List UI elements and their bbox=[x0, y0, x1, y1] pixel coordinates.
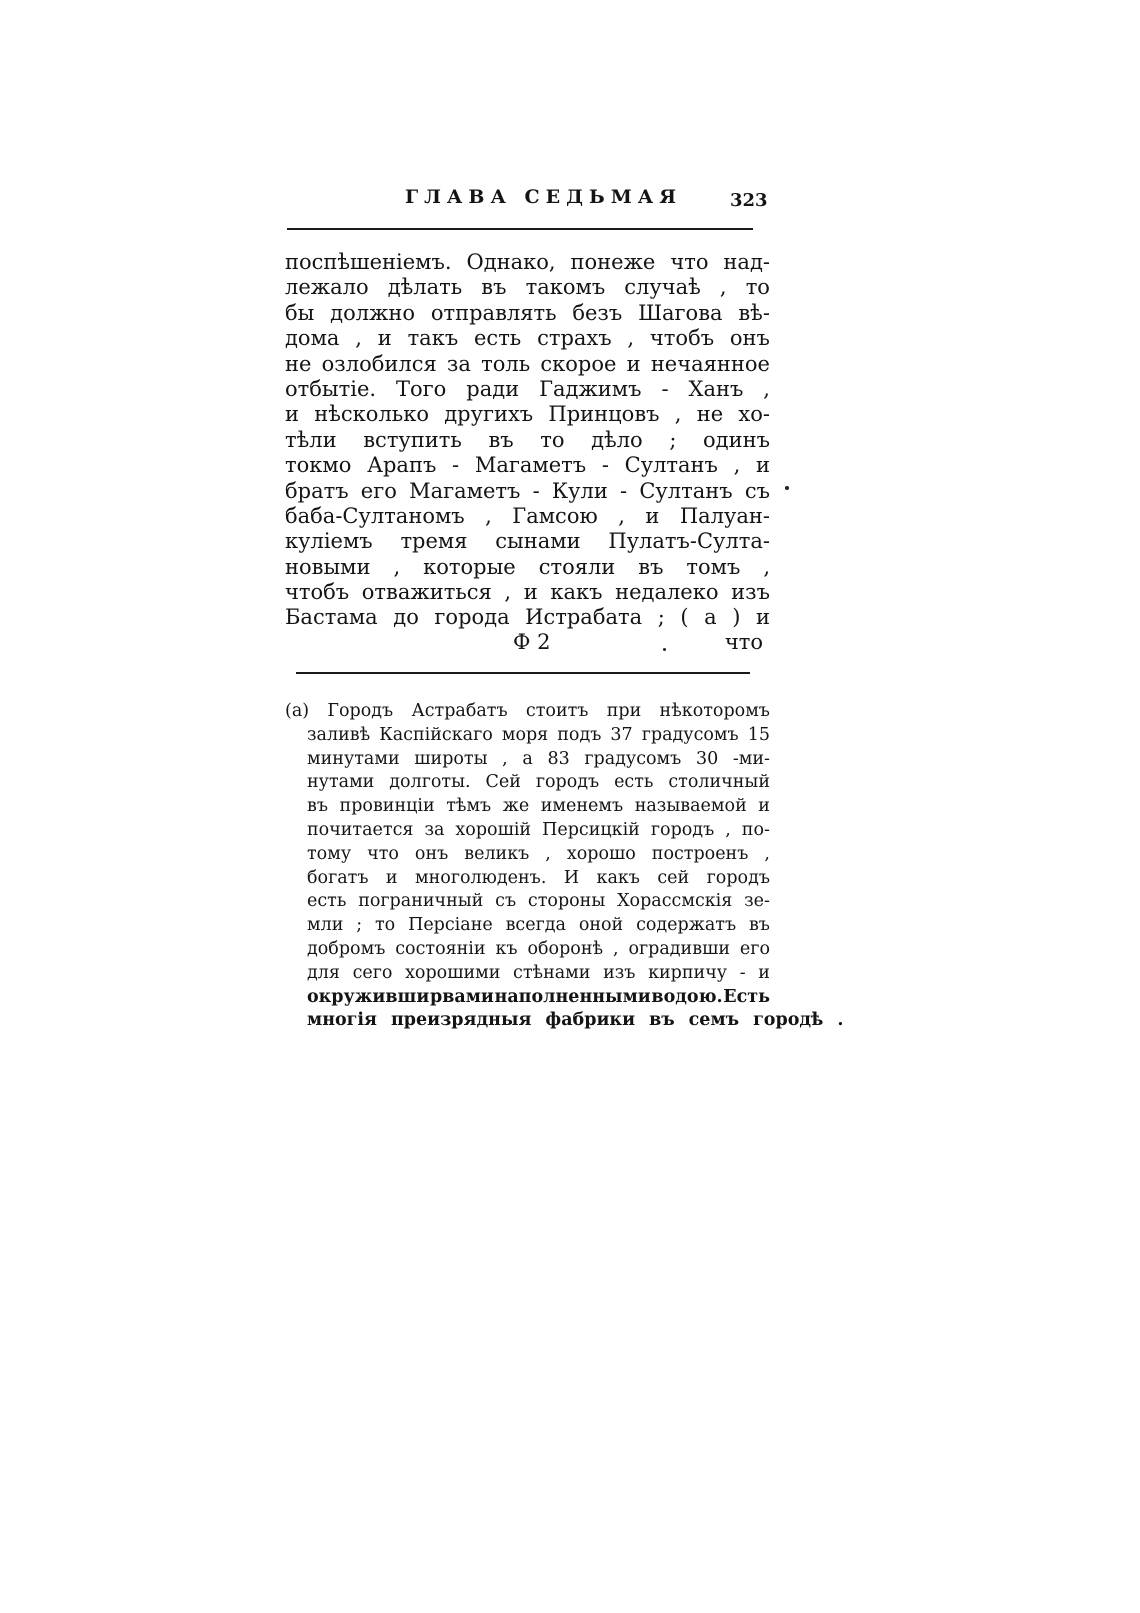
body-word: одинъ bbox=[703, 427, 770, 452]
body-word: безъ bbox=[572, 300, 623, 325]
footnote-word: зе- bbox=[744, 891, 770, 912]
body-word: новыми bbox=[285, 554, 371, 579]
footnote-word: Городъ bbox=[327, 701, 394, 721]
body-word: Магаметъ bbox=[474, 453, 587, 478]
footnote-line bbox=[285, 843, 770, 867]
footnote-word: оной bbox=[578, 915, 624, 936]
body-word: над- bbox=[723, 250, 770, 274]
body-word: случаѣ bbox=[624, 275, 701, 300]
footnote-word: за bbox=[424, 819, 445, 840]
main-text bbox=[285, 250, 770, 631]
body-word: ради bbox=[466, 376, 520, 401]
body-word: тѣли bbox=[285, 427, 337, 452]
body-line bbox=[285, 605, 770, 630]
body-line bbox=[285, 402, 770, 427]
body-word: отправлять bbox=[430, 300, 557, 325]
footnote-word: широты bbox=[414, 748, 488, 769]
footnote-word: же bbox=[502, 796, 530, 817]
footnote-word: почитается bbox=[307, 819, 414, 840]
footnote-line bbox=[285, 748, 770, 772]
body-word: , bbox=[733, 453, 741, 478]
footnote-word: городъ bbox=[650, 819, 715, 840]
footnote-word: , bbox=[764, 843, 770, 864]
body-word: такъ bbox=[407, 326, 459, 351]
body-word: въ bbox=[488, 427, 514, 452]
body-word: и bbox=[626, 351, 641, 376]
body-word: ( bbox=[680, 605, 689, 630]
body-word: Истрабата bbox=[525, 605, 643, 630]
footnote-word: И bbox=[563, 867, 580, 888]
footnote-word: стоитъ bbox=[525, 701, 589, 721]
footnote-word: Персіане bbox=[408, 915, 493, 936]
body-word: страхъ bbox=[537, 326, 612, 351]
footnote-word: нутами bbox=[307, 772, 375, 793]
footnote-word: добромъ bbox=[307, 938, 386, 959]
footnote-word: градусомъ bbox=[584, 748, 682, 769]
body-line bbox=[285, 529, 770, 554]
footnote-word: хорошо bbox=[566, 843, 636, 864]
footnote-word: и bbox=[758, 796, 770, 817]
footnote-line bbox=[285, 700, 770, 724]
footnote-word: богатъ bbox=[307, 867, 369, 888]
body-word: и bbox=[523, 580, 538, 605]
body-line bbox=[285, 580, 770, 605]
body-word: Султанъ bbox=[624, 453, 718, 478]
footnote-word: градусомъ bbox=[641, 724, 739, 745]
body-word: , bbox=[674, 402, 682, 427]
footnote-word: для bbox=[307, 962, 340, 983]
body-word: скорое bbox=[540, 351, 617, 376]
body-word: лежало bbox=[285, 275, 369, 300]
body-word: , bbox=[719, 275, 727, 300]
page-footer bbox=[285, 630, 770, 656]
body-word: а bbox=[704, 605, 717, 630]
footnote-word: преизрядныя bbox=[390, 1010, 532, 1031]
body-line bbox=[285, 377, 770, 402]
footnote-word: городъ bbox=[535, 772, 600, 793]
body-word: , bbox=[393, 554, 401, 579]
footnote-word: провинціи bbox=[339, 796, 435, 817]
footnote-word: тѣмъ bbox=[446, 796, 492, 817]
body-word: , bbox=[355, 326, 362, 351]
body-word: до bbox=[393, 605, 419, 630]
body-word: ; bbox=[657, 605, 665, 630]
body-word: Магаметъ bbox=[409, 478, 521, 503]
body-line bbox=[285, 453, 770, 478]
footnote-word: великъ bbox=[464, 843, 530, 864]
footnote-word: въ bbox=[307, 796, 328, 817]
body-word: которые bbox=[423, 554, 516, 579]
chapter-title: ГЛАВА СЕДЬМАЯ bbox=[405, 186, 682, 208]
body-word: вѣ- bbox=[738, 300, 770, 325]
body-word: и bbox=[755, 605, 770, 630]
body-word: - bbox=[661, 376, 669, 401]
body-word: Арапъ bbox=[367, 453, 437, 478]
footnote-word: а bbox=[522, 748, 533, 769]
body-line bbox=[285, 479, 770, 504]
body-word: съ bbox=[744, 478, 770, 503]
footnote-rule bbox=[296, 672, 750, 674]
body-word: Принцовъ bbox=[548, 402, 660, 427]
footnote-word: ; bbox=[356, 915, 363, 936]
footnote-word: водою. bbox=[651, 986, 723, 1007]
footnote-word: . bbox=[837, 1010, 844, 1031]
footnote-word: то bbox=[375, 915, 396, 936]
body-word: , bbox=[763, 376, 770, 401]
footnote-line bbox=[285, 771, 770, 795]
footnote-word: Астрабатъ bbox=[411, 701, 508, 721]
footnote-line bbox=[285, 962, 770, 986]
footnote-word: есть bbox=[614, 772, 654, 793]
footnote-word: фабрики bbox=[545, 1010, 636, 1031]
footnote-word: къ bbox=[495, 938, 518, 959]
footnote-line bbox=[285, 914, 770, 938]
footnote-line bbox=[285, 724, 770, 748]
footnote-word: , bbox=[545, 843, 551, 864]
body-word: отбытіе. bbox=[285, 376, 377, 401]
body-word: нѣсколько bbox=[314, 402, 429, 427]
footnote-word: семъ bbox=[688, 1010, 740, 1031]
footnote-word: построенъ bbox=[651, 843, 749, 864]
body-word: нечаянное bbox=[650, 351, 770, 376]
body-word: Того bbox=[396, 376, 447, 401]
footnote-line bbox=[285, 1009, 844, 1033]
footnote-word: сей bbox=[657, 867, 690, 888]
footnote-word: оборонѣ bbox=[527, 938, 604, 959]
footnote-word: многія bbox=[307, 1010, 377, 1031]
footnote-word: (а) bbox=[285, 701, 310, 721]
body-word: въ bbox=[638, 554, 664, 579]
body-word: Гамсою bbox=[512, 503, 598, 528]
footnote-line bbox=[285, 986, 770, 1010]
footnote bbox=[285, 700, 844, 1033]
body-word: , bbox=[618, 503, 625, 528]
footnote-word: 37 bbox=[610, 724, 633, 745]
body-word: его bbox=[360, 478, 397, 503]
footnote-word: тому bbox=[307, 843, 352, 864]
footnote-line bbox=[285, 867, 770, 891]
body-word: онъ bbox=[729, 326, 770, 351]
body-word: Ханъ bbox=[688, 376, 744, 401]
body-word: за bbox=[446, 351, 471, 376]
body-word: , bbox=[504, 580, 512, 605]
body-word: другихъ bbox=[444, 402, 534, 427]
footnote-word: есть bbox=[307, 891, 347, 912]
body-word: дѣло bbox=[591, 427, 643, 452]
body-word: токмо bbox=[285, 453, 352, 478]
footnote-word: наполненными bbox=[494, 986, 651, 1007]
footnote-word: Есть bbox=[723, 986, 770, 1007]
body-word: - bbox=[452, 453, 460, 478]
footnote-word: подъ bbox=[557, 724, 602, 745]
body-word: хо- bbox=[738, 402, 770, 427]
body-word: куліемъ bbox=[285, 529, 373, 554]
body-word: Однако, bbox=[466, 250, 556, 274]
footnote-word: долготы. bbox=[389, 772, 471, 793]
footnote-word: Сей bbox=[485, 772, 521, 793]
body-word: - bbox=[601, 453, 609, 478]
body-word: и bbox=[377, 326, 392, 351]
footnote-word: , bbox=[502, 748, 508, 769]
body-word: Султанъ bbox=[639, 478, 733, 503]
body-word: ; bbox=[669, 427, 677, 452]
body-word: , bbox=[763, 554, 770, 579]
footnote-word: оградивши bbox=[628, 938, 731, 959]
body-word: бы bbox=[285, 300, 315, 325]
footnote-word: въ bbox=[649, 1010, 675, 1031]
body-word: и bbox=[645, 503, 660, 528]
footnote-word: многолюденъ. bbox=[415, 867, 547, 888]
body-word: братъ bbox=[285, 478, 349, 503]
body-word: изъ bbox=[731, 580, 770, 605]
footnote-word: моря bbox=[501, 724, 549, 745]
body-word: чтобъ bbox=[649, 326, 715, 351]
page-number: 323 bbox=[730, 190, 768, 211]
footnote-word: и bbox=[758, 962, 770, 983]
body-word: какъ bbox=[550, 580, 603, 605]
body-word: и bbox=[756, 453, 770, 478]
footnote-word: съ bbox=[495, 891, 517, 912]
footnote-word: сего bbox=[352, 962, 393, 983]
footnote-word: минутами bbox=[307, 748, 400, 769]
body-line bbox=[285, 275, 770, 300]
body-word: дома bbox=[285, 326, 340, 351]
body-word: стояли bbox=[538, 554, 616, 579]
body-word: что bbox=[670, 250, 709, 274]
body-word: отважиться bbox=[361, 580, 492, 605]
signature-mark: Ф 2 bbox=[513, 630, 551, 654]
body-word: то bbox=[745, 275, 770, 300]
body-word: не bbox=[285, 351, 312, 376]
footnote-word: нѣкоторомъ bbox=[659, 701, 770, 721]
footnote-word: его bbox=[739, 938, 770, 959]
body-word: не bbox=[696, 402, 724, 427]
footnote-word: что bbox=[367, 843, 399, 864]
body-word: Гаджимъ bbox=[539, 376, 642, 401]
body-line bbox=[285, 428, 770, 453]
body-line bbox=[285, 555, 770, 580]
footnote-word: городъ bbox=[706, 867, 770, 888]
footnote-word: 83 bbox=[547, 748, 570, 769]
footnote-word: 15 bbox=[747, 724, 770, 745]
body-word: , bbox=[485, 503, 492, 528]
footnote-word: по- bbox=[741, 819, 770, 840]
body-word: - bbox=[532, 478, 540, 503]
footnote-word: Хорассмскія bbox=[617, 891, 733, 912]
body-line bbox=[285, 352, 770, 377]
footnote-word: Каспійскаго bbox=[379, 724, 493, 745]
body-word: и bbox=[285, 402, 299, 427]
footnote-word: , bbox=[612, 938, 619, 959]
footnote-line bbox=[285, 938, 770, 962]
footnote-word: , bbox=[725, 819, 731, 840]
body-word: то bbox=[540, 427, 565, 452]
body-word: - bbox=[620, 478, 628, 503]
body-line bbox=[285, 301, 770, 326]
body-word: должно bbox=[330, 300, 416, 325]
footnote-line bbox=[285, 795, 770, 819]
footnote-word: Персицкій bbox=[542, 819, 640, 840]
footnote-word: всегда bbox=[505, 915, 566, 936]
body-word: вступить bbox=[363, 427, 462, 452]
catchword: что bbox=[724, 630, 763, 654]
body-line bbox=[285, 326, 770, 351]
footnote-word: изъ bbox=[603, 962, 636, 983]
header-rule bbox=[287, 228, 753, 230]
footnote-word: городѣ bbox=[753, 1010, 824, 1031]
footnote-word: рвами bbox=[429, 986, 494, 1007]
footnote-word: заливѣ bbox=[307, 724, 371, 745]
footnote-word: стороны bbox=[527, 891, 606, 912]
footnote-line bbox=[285, 890, 770, 914]
footnote-word: -ми- bbox=[732, 748, 770, 769]
body-word: Палуан- bbox=[679, 503, 770, 528]
body-word: тремя bbox=[400, 529, 468, 554]
footnote-word: хорошій bbox=[455, 819, 532, 840]
body-word: дѣлать bbox=[387, 275, 463, 300]
footnote-word: столичный bbox=[668, 772, 770, 793]
ink-speck bbox=[785, 486, 789, 490]
body-word: , bbox=[627, 326, 635, 351]
footnote-word: при bbox=[606, 701, 642, 721]
footnote-word: - bbox=[739, 962, 746, 983]
footnote-word: состояніи bbox=[395, 938, 486, 959]
body-word: поспѣшеніемъ. bbox=[285, 250, 452, 274]
body-word: толь bbox=[481, 351, 531, 376]
footnote-word: окруживши bbox=[307, 986, 430, 1007]
body-line bbox=[285, 250, 770, 275]
footnote-word: 30 bbox=[695, 748, 719, 769]
footnote-word: онъ bbox=[414, 843, 449, 864]
footnote-word: мли bbox=[307, 915, 344, 936]
body-line bbox=[285, 504, 770, 529]
footnote-word: стѣнами bbox=[513, 962, 591, 983]
footnote-word: пограничный bbox=[358, 891, 484, 912]
body-word: чтобъ bbox=[285, 580, 350, 605]
body-word: есть bbox=[474, 326, 522, 351]
body-word: Бастама bbox=[285, 605, 378, 630]
footnote-line bbox=[285, 819, 770, 843]
footnote-word: хорошими bbox=[405, 962, 501, 983]
body-word: ) bbox=[732, 605, 741, 630]
footnote-word: именемъ bbox=[540, 796, 624, 817]
footnote-word: кирпичу bbox=[648, 962, 728, 983]
body-word: Пулатъ-Султа- bbox=[608, 529, 770, 554]
body-word: въ bbox=[481, 275, 507, 300]
ink-speck bbox=[663, 648, 666, 651]
body-word: такомъ bbox=[525, 275, 606, 300]
body-word: недалеко bbox=[615, 580, 719, 605]
body-word: понеже bbox=[570, 250, 656, 274]
body-word: Шагова bbox=[638, 300, 723, 325]
footnote-word: и bbox=[385, 867, 398, 888]
body-word: сынами bbox=[495, 529, 581, 554]
footnote-word: въ bbox=[748, 915, 770, 936]
body-word: города bbox=[434, 605, 510, 630]
body-word: озлобился bbox=[321, 351, 437, 376]
body-word: томъ bbox=[686, 554, 741, 579]
footnote-word: называемой bbox=[634, 796, 747, 817]
body-word: Кули bbox=[551, 478, 608, 503]
body-word: баба-Султаномъ bbox=[285, 503, 465, 528]
footnote-word: содержатъ bbox=[636, 915, 737, 936]
footnote-word: какъ bbox=[596, 867, 640, 888]
